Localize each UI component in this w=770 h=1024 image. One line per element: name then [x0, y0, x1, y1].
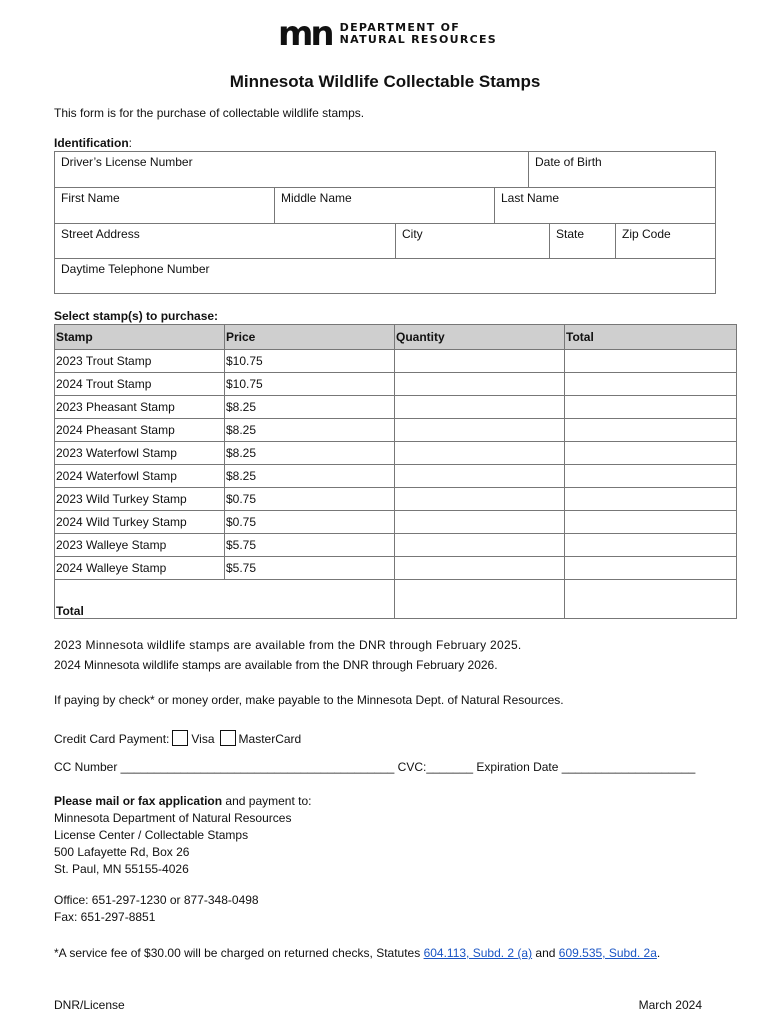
check-note: If paying by check* or money order, make payable to the Minnesota Dept. of Natural Resources. [54, 693, 564, 707]
stamp-name-cell: 2023 Walleye Stamp [55, 534, 225, 557]
stamp-price-cell: $10.75 [225, 350, 395, 373]
stamp-name-cell: 2024 Wild Turkey Stamp [55, 511, 225, 534]
mail-line-1: Minnesota Department of Natural Resources [54, 811, 292, 825]
cvc-field[interactable]: CVC:_______ [397, 760, 474, 774]
row-total-cell[interactable] [565, 511, 737, 534]
zip-label: Zip Code [622, 227, 671, 241]
dept-line-1: DEPARTMENT OF [339, 21, 461, 34]
visa-checkbox[interactable] [172, 730, 188, 746]
stamp-name-cell: 2024 Walleye Stamp [55, 557, 225, 580]
quantity-input-cell[interactable] [395, 419, 565, 442]
quantity-input-cell[interactable] [395, 465, 565, 488]
mastercard-label: MasterCard [238, 732, 302, 746]
stamp-price-cell: $8.25 [225, 442, 395, 465]
col-price: Price [225, 325, 395, 350]
last-name-field[interactable] [495, 188, 715, 224]
first-name-field[interactable] [55, 188, 275, 224]
dnr-logo [278, 14, 498, 54]
table-row [55, 396, 737, 419]
mail-heading-rest: and payment to: [222, 794, 312, 808]
zip-field[interactable] [616, 224, 715, 259]
stamp-price-cell: $8.25 [225, 396, 395, 419]
row-total-cell[interactable] [565, 557, 737, 580]
mail-line-4: St. Paul, MN 55155-4026 [54, 862, 189, 876]
mn-logo-mark: mn [278, 14, 332, 54]
row-total-cell[interactable] [565, 373, 737, 396]
availability-2024: 2024 Minnesota wildlife stamps are available from the DNR through February 2026. [54, 658, 498, 672]
table-row [55, 442, 737, 465]
expiration-field[interactable]: Expiration Date ____________________ [476, 760, 696, 774]
middle-name-label: Middle Name [281, 191, 352, 205]
quantity-input-cell[interactable] [395, 396, 565, 419]
street-label: Street Address [61, 227, 140, 241]
city-label: City [402, 227, 423, 241]
cc-number-field[interactable]: CC Number _________________________________________ [54, 760, 395, 774]
table-header-row [55, 325, 737, 350]
total-label: Total [55, 580, 225, 619]
service-fee-note [54, 946, 660, 960]
quantity-input-cell[interactable] [395, 534, 565, 557]
quantity-input-cell[interactable] [395, 511, 565, 534]
dob-field[interactable] [529, 152, 715, 188]
dept-line-2: NATURAL RESOURCES [339, 33, 498, 46]
dept-name [340, 22, 497, 46]
stamp-name-cell: 2023 Pheasant Stamp [55, 396, 225, 419]
stamp-price-cell: $5.75 [225, 557, 395, 580]
stamp-name-cell: 2024 Trout Stamp [55, 373, 225, 396]
state-field[interactable] [550, 224, 616, 259]
table-row [55, 465, 737, 488]
middle-name-field[interactable] [275, 188, 495, 224]
stamp-price-cell: $10.75 [225, 373, 395, 396]
table-row [55, 350, 737, 373]
mail-line-2: License Center / Collectable Stamps [54, 828, 249, 842]
mastercard-checkbox[interactable] [220, 730, 236, 746]
statute-link-609[interactable]: 609.535, Subd. 2a [558, 946, 657, 960]
footer-left: DNR/License [54, 998, 125, 1012]
cc-line [54, 760, 695, 774]
row-total-cell[interactable] [565, 534, 737, 557]
table-row [55, 557, 737, 580]
stamp-price-cell: $5.75 [225, 534, 395, 557]
table-row [55, 511, 737, 534]
row-total-cell[interactable] [565, 488, 737, 511]
statute-link-604[interactable]: 604.113, Subd. 2 (a) [423, 946, 533, 960]
availability-2023: 2023 Minnesota wildlife stamps are available from the DNR through February 2025. [54, 638, 522, 652]
stamp-price-cell: $0.75 [225, 511, 395, 534]
street-field[interactable] [55, 224, 396, 259]
fee-end: . [656, 946, 661, 960]
stamp-price-cell: $8.25 [225, 465, 395, 488]
row-total-cell[interactable] [565, 396, 737, 419]
stamp-table [54, 324, 737, 619]
select-stamps-heading: Select stamp(s) to purchase: [54, 309, 219, 323]
total-row [55, 580, 737, 619]
row-total-cell[interactable] [565, 419, 737, 442]
stamp-name-cell: 2023 Wild Turkey Stamp [55, 488, 225, 511]
mail-line-3: 500 Lafayette Rd, Box 26 [54, 845, 190, 859]
fee-and: and [532, 946, 559, 960]
table-row [55, 419, 737, 442]
dob-label: Date of Birth [535, 155, 602, 169]
table-row [55, 534, 737, 557]
stamp-price-cell: $0.75 [225, 488, 395, 511]
quantity-input-cell[interactable] [395, 557, 565, 580]
office-phone: Office: 651-297-1230 or 877-348-0498 [54, 893, 259, 907]
intro-text: This form is for the purchase of collectable wildlife stamps. [54, 106, 365, 120]
row-total-cell[interactable] [565, 465, 737, 488]
phone-field[interactable] [55, 259, 715, 293]
fax-number: Fax: 651-297-8851 [54, 910, 156, 924]
identification-heading-label: Identification [54, 136, 129, 150]
visa-label: Visa [191, 732, 215, 746]
col-quantity: Quantity [395, 325, 565, 350]
license-field[interactable] [55, 152, 529, 188]
fee-text: *A service fee of $30.00 will be charged on returned checks, Statutes [54, 946, 424, 960]
identification-table [54, 151, 716, 294]
mail-heading [54, 794, 311, 808]
quantity-input-cell[interactable] [395, 350, 565, 373]
stamp-price-cell: $8.25 [225, 419, 395, 442]
credit-card-payment [54, 730, 301, 746]
col-total: Total [565, 325, 737, 350]
identification-heading-colon: : [128, 136, 133, 150]
stamp-name-cell: 2023 Trout Stamp [55, 350, 225, 373]
state-label: State [556, 227, 585, 241]
license-label: Driver’s License Number [61, 155, 193, 169]
quantity-input-cell[interactable] [395, 488, 565, 511]
credit-card-label: Credit Card Payment: [54, 732, 170, 746]
page-title: Minnesota Wildlife Collectable Stamps [229, 72, 541, 91]
stamp-name-cell: 2023 Waterfowl Stamp [55, 442, 225, 465]
quantity-input-cell[interactable] [395, 373, 565, 396]
grand-total-cell[interactable] [565, 580, 737, 619]
stamp-name-cell: 2024 Waterfowl Stamp [55, 465, 225, 488]
stamp-name-cell: 2024 Pheasant Stamp [55, 419, 225, 442]
city-field[interactable] [396, 224, 550, 259]
row-total-cell[interactable] [565, 350, 737, 373]
identification-heading [54, 136, 132, 150]
first-name-label: First Name [61, 191, 120, 205]
last-name-label: Last Name [501, 191, 560, 205]
quantity-input-cell[interactable] [395, 442, 565, 465]
footer-right: March 2024 [638, 998, 702, 1012]
table-row [55, 373, 737, 396]
total-quantity-cell[interactable] [395, 580, 565, 619]
col-stamp: Stamp [55, 325, 225, 350]
total-price-empty [225, 580, 395, 619]
row-total-cell[interactable] [565, 442, 737, 465]
phone-label: Daytime Telephone Number [61, 262, 210, 276]
mail-heading-bold: Please mail or fax application [54, 794, 223, 808]
table-row [55, 488, 737, 511]
